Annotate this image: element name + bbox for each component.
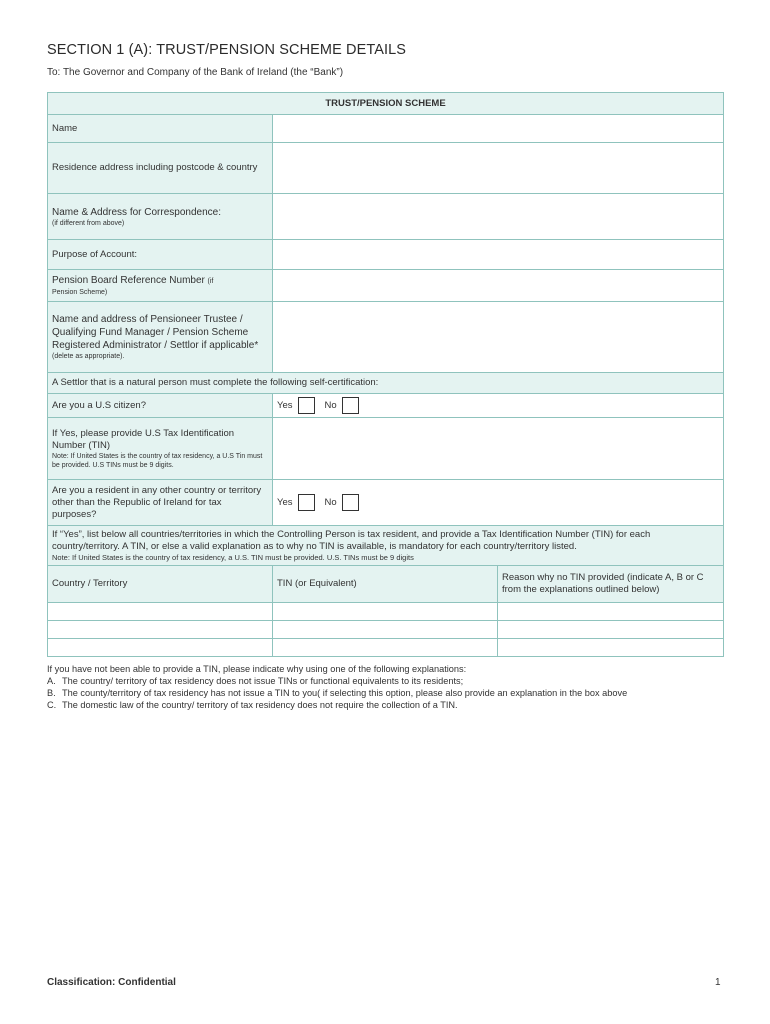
pensioneer-field[interactable] [273,302,724,373]
tax-residency-note: Note: If United States is the country of tax residency, a U.S. TIN must be provided. U.S. TINs must be 9 digits [52,552,414,562]
name-label: Name [48,115,273,143]
country-cell-1[interactable] [48,603,273,621]
explanation-text: The county/territory of tax residency has not issue a TIN to you( if selecting this option, please also provide an explanation in the box above [62,688,628,698]
explanation-item [47,675,727,687]
resident-no-checkbox[interactable] [342,494,359,511]
country-cell-2[interactable] [48,621,273,639]
us-tin-note: Note: If United States is the country of tax residency, a U.S Tin must be provided. U.S TINs must be 9 digits. [52,452,263,469]
reason-cell-2[interactable] [498,621,724,639]
pension-ref-note-b: Pension Scheme) [52,289,108,296]
purpose-label: Purpose of Account: [48,240,273,270]
explanation-marker: C. [47,700,57,710]
tin-explanations [47,663,727,711]
purpose-field[interactable] [273,240,724,270]
tin-cell-3[interactable] [273,639,498,657]
resident-yes-label: Yes [277,496,293,508]
explanation-marker: A. [47,676,56,686]
tax-residency-instruction: If “Yes”, list below all countries/territories in which the Controlling Person is tax resident, and provide a Tax Identification Number (TIN) for each country/territory. A TIN, or else a valid explanation as to why no TIN is available, is mandatory for each country/territory listed. [52,528,651,552]
trust-pension-form [47,92,724,657]
pension-ref-note-a: (if [207,278,214,285]
us-citizen-label: Are you a U.S citizen? [48,394,273,418]
reason-cell-3[interactable] [498,639,724,657]
pension-ref-field[interactable] [273,270,724,302]
resident-no-label: No [324,496,337,508]
us-citizen-yes-checkbox[interactable] [298,397,315,414]
page-number: 1 [715,977,721,988]
addressee-line: To: The Governor and Company of the Bank of Ireland (the “Bank”) [47,67,344,78]
explanation-text: The domestic law of the country/ territory of tax residency does not require the collection of a TIN. [62,700,458,710]
reason-cell-1[interactable] [498,603,724,621]
pensioneer-label-cell [48,302,273,373]
classification-label: Classification: Confidential [47,977,176,988]
table-header: TRUST/PENSION SCHEME [48,93,724,115]
tin-cell-2[interactable] [273,621,498,639]
resident-yes-checkbox[interactable] [298,494,315,511]
correspondence-field[interactable] [273,194,724,240]
col-header-country: Country / Territory [48,566,273,603]
pensioneer-note: (delete as appropriate). [52,353,125,360]
correspondence-note: (if different from above) [52,219,125,227]
settlor-instruction: A Settlor that is a natural person must complete the following self-certification: [48,373,724,394]
us-citizen-no-checkbox[interactable] [342,397,359,414]
col-header-reason: Reason why no TIN provided (indicate A, B or C from the explanations outlined below) [498,566,724,603]
residence-field[interactable] [273,143,724,194]
us-tin-label: If Yes, please provide U.S Tax Identification Number (TIN) [52,427,235,451]
residence-label: Residence address including postcode & country [48,143,273,194]
explanation-item [47,687,727,699]
us-citizen-options [273,394,724,418]
us-tin-label-cell [48,418,273,480]
us-tin-field[interactable] [273,418,724,480]
resident-options [273,480,724,526]
tax-residency-instruction-cell [48,526,724,566]
correspondence-label: Name & Address for Correspondence: [52,206,221,218]
col-header-tin: TIN (or Equivalent) [273,566,498,603]
pension-ref-label-cell [48,270,273,302]
pensioneer-label: Name and address of Pensioneer Trustee / Qualifying Fund Manager / Pension Scheme Registered Administrator / Settlor if applicable* [52,314,259,351]
resident-label: Are you a resident in any other country or territory other than the Republic of Ireland for tax purposes? [48,480,273,526]
page-title: SECTION 1 (A): TRUST/PENSION SCHEME DETAILS [47,42,407,58]
pension-ref-label: Pension Board Reference Number [52,275,205,286]
explanation-text: The country/ territory of tax residency does not issue TINs or functional equivalents to its residents; [62,676,464,686]
tin-cell-1[interactable] [273,603,498,621]
explanation-item [47,699,727,711]
correspondence-label-cell [48,194,273,240]
name-field[interactable] [273,115,724,143]
us-citizen-yes-label: Yes [277,399,293,411]
us-citizen-no-label: No [324,399,337,411]
explanation-marker: B. [47,688,56,698]
explanations-intro: If you have not been able to provide a TIN, please indicate why using one of the following explanations: [47,664,467,674]
country-cell-3[interactable] [48,639,273,657]
